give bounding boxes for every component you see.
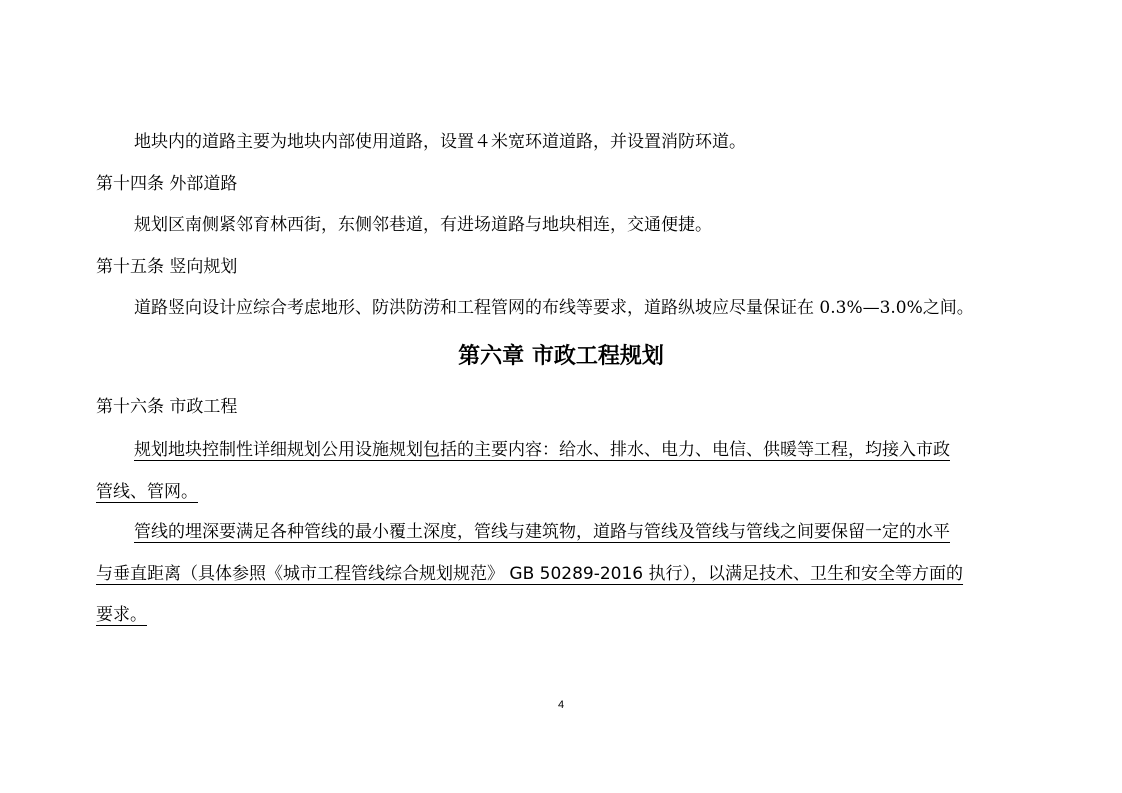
paragraph-internal-roads: 地块内的道路主要为地块内部使用道路，设置４米宽环道道路，并设置消防环道。 <box>134 132 746 152</box>
paragraph-utilities-line-2: 管线、管网。 <box>96 482 198 502</box>
page-number: 4 <box>557 699 565 711</box>
paragraph-pipelines-line-1: 管线的埋深要满足各种管线的最小覆土深度，管线与建筑物，道路与管线及管线与管线之间要保留一定的水平 <box>134 522 950 542</box>
chapter-6-title: 第六章 市政工程规划 <box>458 344 664 369</box>
paragraph-utilities-line-1: 规划地块控制性详细规划公用设施规划包括的主要内容：给水、排水、电力、电信、供暖等工程，均接入市政 <box>134 440 950 460</box>
paragraph-vertical-planning: 道路竖向设计应综合考虑地形、防洪防涝和工程管网的布线等要求，道路纵坡应尽量保证在 0.3%—3.0%之间。 <box>134 298 974 318</box>
article-14-heading: 第十四条 外部道路 <box>96 174 238 194</box>
paragraph-external-roads: 规划区南侧紧邻育林西街，东侧邻巷道，有进场道路与地块相连，交通便捷。 <box>134 215 712 235</box>
paragraph-pipelines-line-2: 与垂直距离（具体参照《城市工程管线综合规划规范》 GB 50289-2016 执行），以满足技术、卫生和安全等方面的 <box>96 564 964 584</box>
article-16-heading: 第十六条 市政工程 <box>96 397 238 417</box>
paragraph-pipelines-line-3: 要求。 <box>96 605 147 625</box>
article-15-heading: 第十五条 竖向规划 <box>96 257 238 277</box>
